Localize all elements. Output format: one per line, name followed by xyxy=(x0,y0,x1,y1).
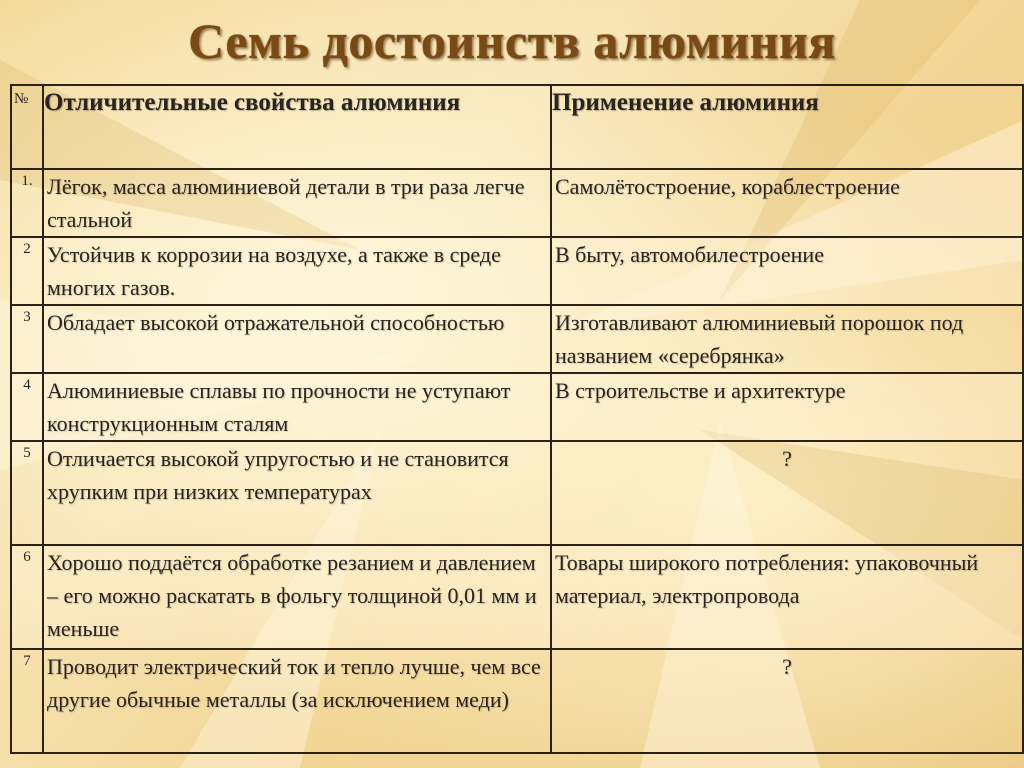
table-row xyxy=(11,545,1023,649)
row-property: Хорошо поддаётся обработке резанием и давлением – его можно раскатать в фольгу толщиной 0,01 мм и меньше xyxy=(43,545,551,649)
table-row xyxy=(11,169,1023,237)
row-property: Лёгок, масса алюминиевой детали в три раза легче стальной xyxy=(43,169,551,237)
row-application: В быту, автомобилестроение xyxy=(551,237,1023,305)
table-row xyxy=(11,237,1023,305)
row-number: 2 xyxy=(11,237,43,305)
row-number: 5 xyxy=(11,441,43,545)
header-properties: Отличительные свойства алюминия xyxy=(43,85,551,169)
row-property: Отличается высокой упругостью и не становится хрупким при низких температурах xyxy=(43,441,551,545)
table-header-row xyxy=(11,85,1023,169)
row-number: 6 xyxy=(11,545,43,649)
row-application: ? xyxy=(551,441,1023,545)
header-number: № xyxy=(11,85,43,169)
row-number: 3 xyxy=(11,305,43,373)
row-number: 1. xyxy=(11,169,43,237)
table-row xyxy=(11,373,1023,441)
slide-title: Семь достоинств алюминия xyxy=(188,13,836,69)
table-row xyxy=(11,305,1023,373)
row-application: Товары широкого потребления: упаковочный материал, электропровода xyxy=(551,545,1023,649)
row-application: ? xyxy=(551,649,1023,753)
row-property: Алюминиевые сплавы по прочности не уступают конструкционным сталям xyxy=(43,373,551,441)
header-application: Применение алюминия xyxy=(551,85,1023,169)
row-application: Самолётостроение, кораблестроение xyxy=(551,169,1023,237)
properties-table xyxy=(10,84,1024,754)
row-property: Устойчив к коррозии на воздухе, а также в среде многих газов. xyxy=(43,237,551,305)
table-row xyxy=(11,649,1023,753)
row-property: Проводит электрический ток и тепло лучше, чем все другие обычные металлы (за исключением меди) xyxy=(43,649,551,753)
row-number: 4 xyxy=(11,373,43,441)
table-row xyxy=(11,441,1023,545)
row-application: В строительстве и архитектуре xyxy=(551,373,1023,441)
row-number: 7 xyxy=(11,649,43,753)
row-application: Изготавливают алюминиевый порошок под названием «серебрянка» xyxy=(551,305,1023,373)
row-property: Обладает высокой отражательной способностью xyxy=(43,305,551,373)
